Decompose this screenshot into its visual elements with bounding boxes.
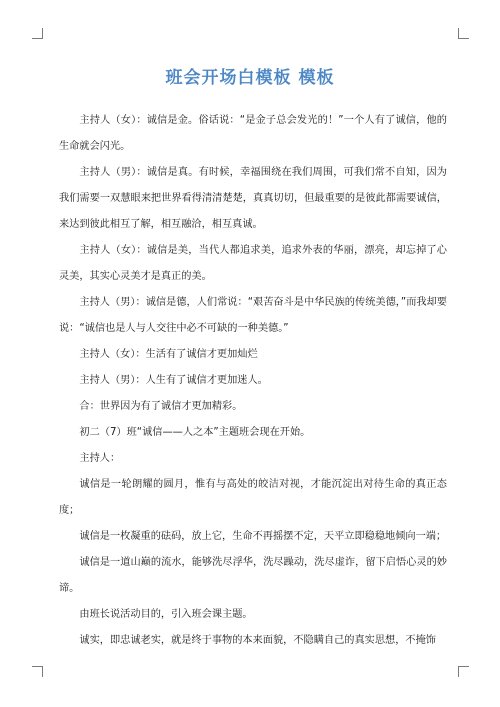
paragraph: 主持人（女）：诚信是美，当代人都追求美，追求外表的华丽，漂亮，却忘掉了心灵美，其实心灵美才是真正的美。 (59, 245, 447, 282)
crop-mark-bottom-right (458, 666, 469, 677)
paragraph: 诚信是一轮朗耀的圆月，惟有与高处的皎洁对视，才能沉淀出对待生命的真正态度； (59, 479, 447, 516)
paragraph: 诚信是一道山巅的流水，能够洗尽浮华，洗尽躁动，洗尽虚诈，留下启悟心灵的妙谛。 (59, 557, 447, 594)
paragraph: 主持人（男）：诚信是德，人们常说：“艰苦奋斗是中华民族的传统美德，”而我却要说：“诚信也是人与人交往中必不可缺的一种美德。” (59, 297, 447, 334)
crop-mark-bottom-left (32, 666, 43, 677)
paragraph: 主持人（男）：人生有了诚信才更加迷人。 (79, 375, 268, 386)
paragraph: 初二（7）班“诚信——人之本”主题班会现在开始。 (79, 427, 311, 438)
paragraph: 主持人（女）：生活有了诚信才更加灿烂 (79, 349, 258, 360)
paragraph: 由班长说活动目的，引入班会课主题。 (79, 609, 253, 620)
document-title: 班会开场白模板 模板 (165, 68, 335, 88)
document-body (59, 108, 447, 654)
paragraph: 主持人（男）：诚信是真。有时候，幸福围绕在我们周围，可我们常不自知，因为我们需要一双慧眼来把世界看得清清楚楚，真真切切，但最重要的是彼此都需要诚信，来达到彼此相互了解，相互融洽，相互真诚。 (59, 167, 447, 230)
paragraph: 诚实，即忠诚老实，就是终于事物的本来面貌，不隐瞒自己的真实思想，不掩饰 (79, 635, 436, 646)
paragraph: 诚信是一枚凝重的砝码，放上它，生命不再摇摆不定，天平立即稳稳地倾向一端； (79, 531, 447, 542)
paragraph: 主持人（女）：诚信是金。俗话说：“是金子总会发光的！”一个人有了诚信，他的生命就会闪光。 (59, 115, 447, 152)
crop-mark-top-left (32, 28, 43, 39)
paragraph: 主持人： (79, 453, 121, 464)
paragraph: 合：世界因为有了诚信才更加精彩。 (79, 401, 243, 412)
crop-mark-top-right (458, 28, 469, 39)
